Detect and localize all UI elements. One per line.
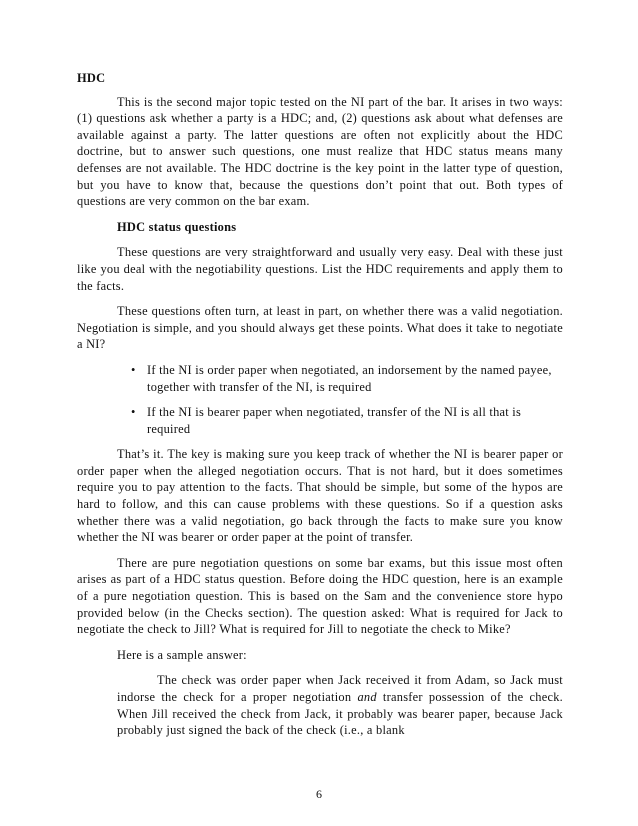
pure-negotiation-paragraph: There are pure negotiation questions on some bar exams, but this issue most often arises as part of a HDC status question. Before doing the HDC question, here is an example of a pure negotiation question. This is based on the Sam and the convenience store hypo provided below (in the Checks section). The question asked: What is required for Jack to negotiate the check to Jill? What is required for Jill to negotiate the check to Mike? — [77, 555, 563, 637]
list-item: • If the NI is order paper when negotiated, an indorsement by the named payee, together with transfer of the NI, is required — [147, 362, 563, 395]
sample-answer-intro: Here is a sample answer: — [117, 647, 247, 662]
requirements-list — [77, 362, 563, 437]
thats-it-paragraph: That’s it. The key is making sure you keep track of whether the NI is bearer paper or order paper when the alleged negotiation occurs. That is not hard, but it does sometimes require you to pay attention to the facts. That should be simple, but some of the hypos are hard to follow, and this can cause problems with these questions. So if a question asks whether there was a valid negotiation, go back through the facts to make sure you know whether the NI was bearer or order paper at the point of transfer. — [77, 447, 563, 545]
page-number: 6 — [316, 787, 322, 801]
sample-answer-text-2: transfer possession of the check. When Jill received the check from Jack, it probably was bearer paper, because Jack probably just signed the back of the check (i.e., a blank — [117, 690, 563, 738]
subsection-heading: HDC status questions — [117, 219, 237, 234]
sample-answer-paragraph — [117, 672, 563, 738]
section-heading: HDC — [77, 71, 106, 85]
sample-answer-text-1: The check was order paper when Jack received it from Adam, so Jack must indorse the check for a proper negotiation — [117, 673, 563, 704]
list-item: • If the NI is bearer paper when negotiated, transfer of the NI is all that is required — [147, 404, 563, 437]
document-page — [77, 70, 563, 739]
negotiation-paragraph: These questions often turn, at least in part, on whether there was a valid negotiation. Negotiation is simple, and you should always get these points. What does it take to negotiate a NI? — [77, 304, 563, 352]
status-intro-paragraph: These questions are very straightforward and usually very easy. Deal with these just like you deal with the negotiability questions. List the HDC requirements and apply them to the facts. — [77, 245, 563, 293]
sample-answer-emphasis: and — [357, 690, 377, 704]
intro-paragraph: This is the second major topic tested on the NI part of the bar. It arises in two ways: (1) questions ask whether a party is a HDC; and, (2) questions ask about what defenses are available against a party. The latter questions are often not explicitly about the HDC doctrine, but to answer such questions, one must realize that HDC status means many defenses are not available. The HDC doctrine is the key point in the latter type of question, but you have to know that, because the questions don’t point that out. Both types of questions are very common on the bar exam. — [77, 94, 563, 209]
